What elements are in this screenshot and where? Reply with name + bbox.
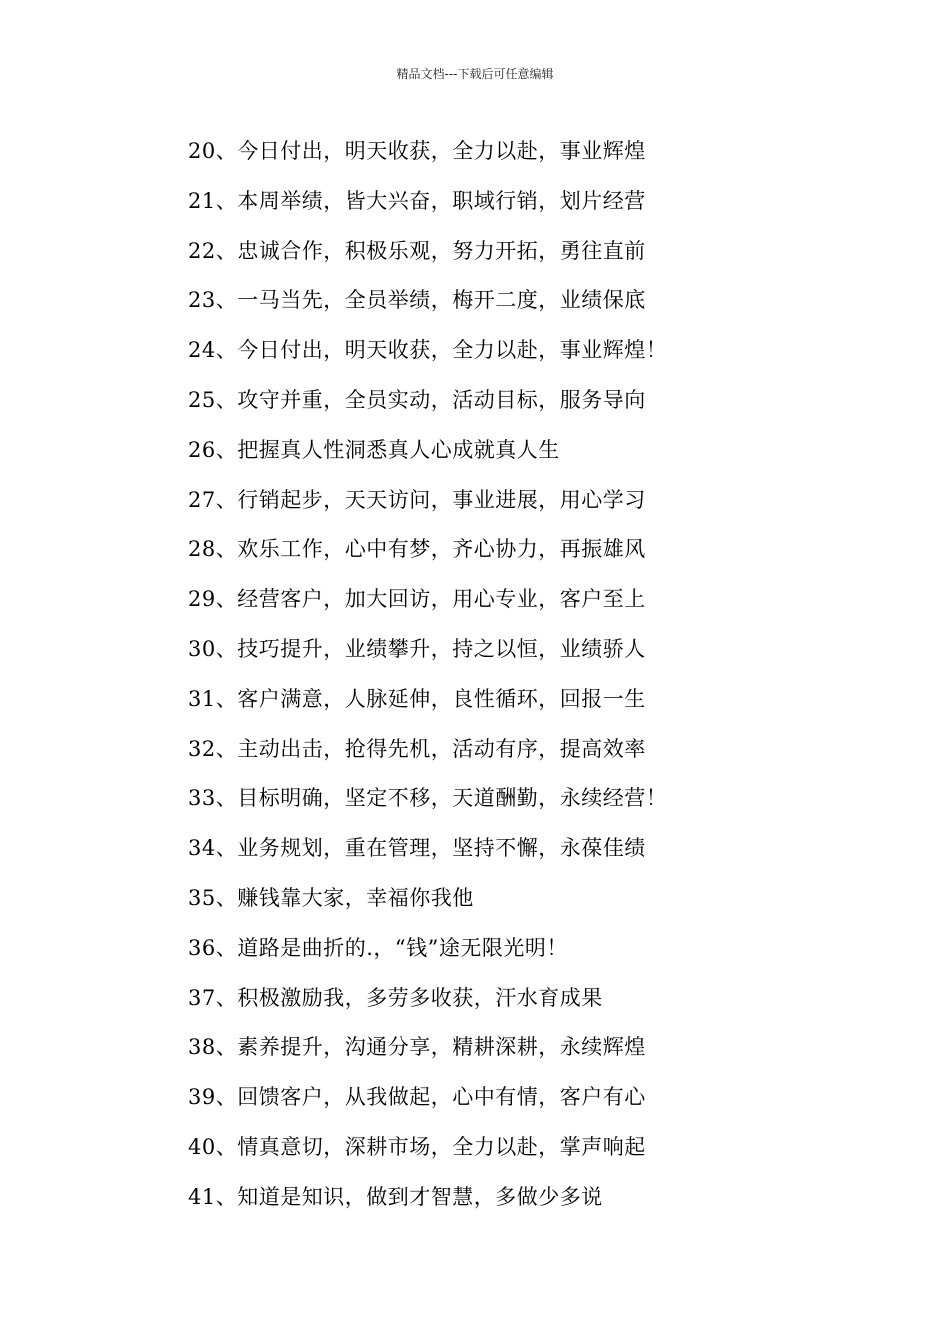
item-text: 素养提升，沟通分享，精耕深耕，永续辉煌	[237, 1035, 646, 1060]
item-text: 情真意切，深耕市场，全力以赴，掌声响起	[237, 1134, 646, 1159]
item-number: 33、	[188, 786, 238, 811]
item-number: 28、	[188, 537, 238, 562]
item-number: 22、	[188, 238, 238, 263]
list-item	[188, 732, 868, 782]
list-item	[188, 184, 868, 234]
list-item	[188, 582, 868, 632]
list-item	[188, 781, 868, 831]
item-text: 道路是曲折的.，“钱”途无限光明！	[237, 935, 568, 960]
item-number: 39、	[188, 1085, 238, 1110]
item-number: 27、	[188, 487, 238, 512]
item-text: 今日付出，明天收获，全力以赴，事业辉煌！	[237, 338, 668, 363]
list-item	[188, 234, 868, 284]
item-number: 34、	[188, 836, 238, 861]
item-text: 主动出击，抢得先机，活动有序，提高效率	[237, 736, 646, 761]
item-number: 20、	[188, 139, 238, 163]
item-text: 技巧提升，业绩攀升，持之以恒，业绩骄人	[237, 636, 646, 661]
item-text: 目标明确，坚定不移，天道酬勤，永续经营！	[237, 786, 668, 811]
list-item	[188, 632, 868, 682]
list-item	[188, 881, 868, 931]
item-text: 经营客户，加大回访，用心专业，客户至上	[237, 587, 646, 612]
page-header: 精品文档---下载后可任意编辑	[396, 67, 554, 81]
item-text: 把握真人性洞悉真人心成就真人生	[237, 437, 560, 462]
item-number: 41、	[188, 1184, 238, 1209]
item-number: 21、	[188, 188, 238, 213]
item-number: 35、	[188, 885, 238, 910]
list-item	[188, 333, 868, 383]
item-number: 32、	[188, 736, 238, 761]
list-item	[188, 1130, 868, 1180]
item-number: 31、	[188, 686, 238, 711]
item-number: 38、	[188, 1035, 238, 1060]
item-text: 客户满意，人脉延伸，良性循环，回报一生	[237, 686, 646, 711]
item-text: 赚钱靠大家，幸福你我他	[237, 885, 474, 910]
item-text: 业务规划，重在管理，坚持不懈，永葆佳绩	[237, 836, 646, 861]
item-text: 知道是知识，做到才智慧，多做少多说	[237, 1184, 603, 1209]
item-text: 本周举绩，皆大兴奋，职域行销，划片经营	[237, 188, 646, 213]
list-item	[188, 483, 868, 533]
slogan-list	[188, 134, 868, 1230]
item-text: 一马当先，全员举绩，梅开二度，业绩保底	[237, 288, 646, 313]
list-item	[188, 682, 868, 732]
list-item	[188, 283, 868, 333]
list-item	[188, 532, 868, 582]
item-text: 积极激励我，多劳多收获，汗水育成果	[237, 985, 603, 1010]
item-text: 行销起步，天天访问，事业进展，用心学习	[237, 487, 646, 512]
list-item	[188, 981, 868, 1031]
item-number: 25、	[188, 387, 238, 412]
item-number: 23、	[188, 288, 238, 313]
list-item	[188, 433, 868, 483]
item-number: 29、	[188, 587, 238, 612]
item-number: 24、	[188, 338, 238, 363]
item-number: 26、	[188, 437, 238, 462]
item-number: 37、	[188, 985, 238, 1010]
list-item	[188, 383, 868, 433]
item-text: 今日付出，明天收获，全力以赴，事业辉煌	[237, 139, 646, 163]
item-text: 回馈客户，从我做起，心中有情，客户有心	[237, 1085, 646, 1110]
item-number: 30、	[188, 636, 238, 661]
list-item	[188, 1080, 868, 1130]
list-item	[188, 134, 868, 184]
item-text: 忠诚合作，积极乐观，努力开拓，勇往直前	[237, 238, 646, 263]
list-item	[188, 831, 868, 881]
list-item	[188, 1030, 868, 1080]
item-text: 攻守并重，全员实动，活动目标，服务导向	[237, 387, 646, 412]
list-item	[188, 931, 868, 981]
item-number: 40、	[188, 1134, 238, 1159]
list-item	[188, 1180, 868, 1230]
item-number: 36、	[188, 935, 238, 960]
item-text: 欢乐工作，心中有梦，齐心协力，再振雄风	[237, 537, 646, 562]
